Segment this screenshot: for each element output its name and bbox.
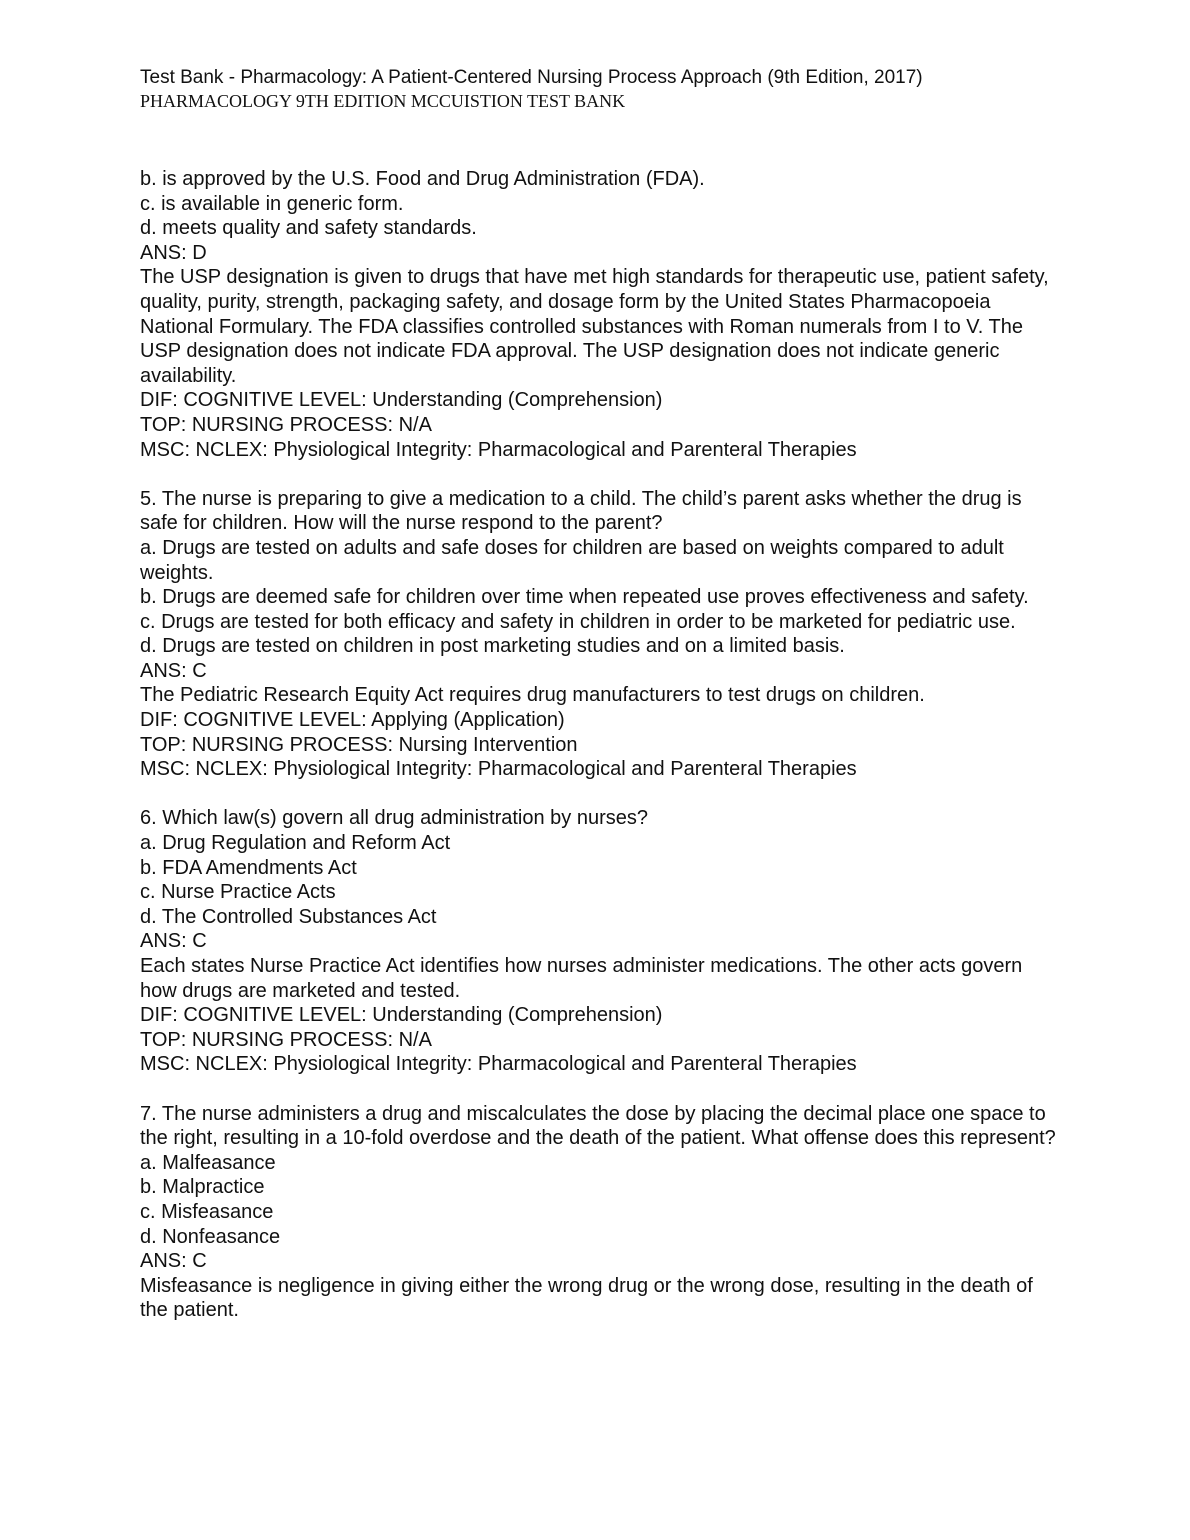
option-d: d. meets quality and safety standards. bbox=[140, 217, 477, 240]
difficulty: DIF: COGNITIVE LEVEL: Understanding (Comprehension) bbox=[140, 1004, 663, 1027]
question-7 bbox=[140, 1102, 1060, 1323]
question-stem: 5. The nurse is preparing to give a medication to a child. The child’s parent asks whether the drug is safe for children. How will the nurse respond to the parent? bbox=[140, 487, 1022, 535]
question-stem: 6. Which law(s) govern all drug administration by nurses? bbox=[140, 807, 648, 830]
rationale: The Pediatric Research Equity Act requires drug manufacturers to test drugs on children. bbox=[140, 684, 925, 707]
rationale: The USP designation is given to drugs that have met high standards for therapeutic use, patient safety, quality, purity, strength, packaging safety, and dosage form by the United States Pharmacopoeia National Formulary. The FDA classifies controlled substances with Roman numerals from I to V. The USP designation does not indicate FDA approval. The USP designation does not indicate generic availability. bbox=[140, 266, 1049, 387]
topic: TOP: NURSING PROCESS: N/A bbox=[140, 413, 432, 436]
option-c: c. Nurse Practice Acts bbox=[140, 881, 336, 904]
question-4-continued bbox=[140, 167, 1060, 462]
option-c: c. is available in generic form. bbox=[140, 192, 404, 215]
rationale: Each states Nurse Practice Act identifies how nurses administer medications. The other acts govern how drugs are marketed and tested. bbox=[140, 955, 1023, 1002]
option-b: b. Malpractice bbox=[140, 1176, 265, 1199]
topic: TOP: NURSING PROCESS: Nursing Intervention bbox=[140, 733, 578, 756]
option-a: a. Drug Regulation and Reform Act bbox=[140, 832, 451, 855]
answer: ANS: D bbox=[140, 241, 207, 264]
msc: MSC: NCLEX: Physiological Integrity: Pharmacological and Parenteral Therapies bbox=[140, 758, 857, 781]
option-a: a. Malfeasance bbox=[140, 1151, 276, 1174]
option-c: c. Misfeasance bbox=[140, 1200, 274, 1223]
option-a: a. Drugs are tested on adults and safe doses for children are based on weights compared to adult weights. bbox=[140, 536, 1004, 584]
header-subtitle: PHARMACOLOGY 9TH EDITION MCCUISTION TEST BANK bbox=[140, 91, 626, 111]
option-d: d. Nonfeasance bbox=[140, 1225, 281, 1248]
answer: ANS: C bbox=[140, 1250, 207, 1273]
difficulty: DIF: COGNITIVE LEVEL: Understanding (Comprehension) bbox=[140, 389, 663, 412]
page-header bbox=[140, 66, 1100, 112]
question-5 bbox=[140, 487, 1060, 782]
option-d: d. The Controlled Substances Act bbox=[140, 905, 437, 928]
question-content bbox=[140, 167, 1060, 1323]
topic: TOP: NURSING PROCESS: N/A bbox=[140, 1028, 432, 1051]
msc: MSC: NCLEX: Physiological Integrity: Pharmacological and Parenteral Therapies bbox=[140, 438, 857, 461]
msc: MSC: NCLEX: Physiological Integrity: Pharmacological and Parenteral Therapies bbox=[140, 1053, 857, 1076]
question-6 bbox=[140, 806, 1060, 1077]
rationale: Misfeasance is negligence in giving either the wrong drug or the wrong dose, resulting in the death of the patient. bbox=[140, 1274, 1033, 1322]
option-d: d. Drugs are tested on children in post marketing studies and on a limited basis. bbox=[140, 635, 845, 658]
option-b: b. is approved by the U.S. Food and Drug Administration (FDA). bbox=[140, 168, 705, 190]
answer: ANS: C bbox=[140, 659, 207, 682]
answer: ANS: C bbox=[140, 930, 207, 953]
option-b: b. FDA Amendments Act bbox=[140, 856, 357, 879]
question-stem: 7. The nurse administers a drug and miscalculates the dose by placing the decimal place one space to the right, resulting in a 10-fold overdose and the death of the patient. What offense does this represent? bbox=[140, 1102, 1056, 1150]
option-b: b. Drugs are deemed safe for children over time when repeated use proves effectiveness and safety. bbox=[140, 586, 1029, 609]
header-title: Test Bank - Pharmacology: A Patient-Centered Nursing Process Approach (9th Edition, 2017) bbox=[140, 67, 923, 88]
difficulty: DIF: COGNITIVE LEVEL: Applying (Application) bbox=[140, 709, 565, 732]
option-c: c. Drugs are tested for both efficacy and safety in children in order to be marketed for pediatric use. bbox=[140, 610, 1016, 633]
